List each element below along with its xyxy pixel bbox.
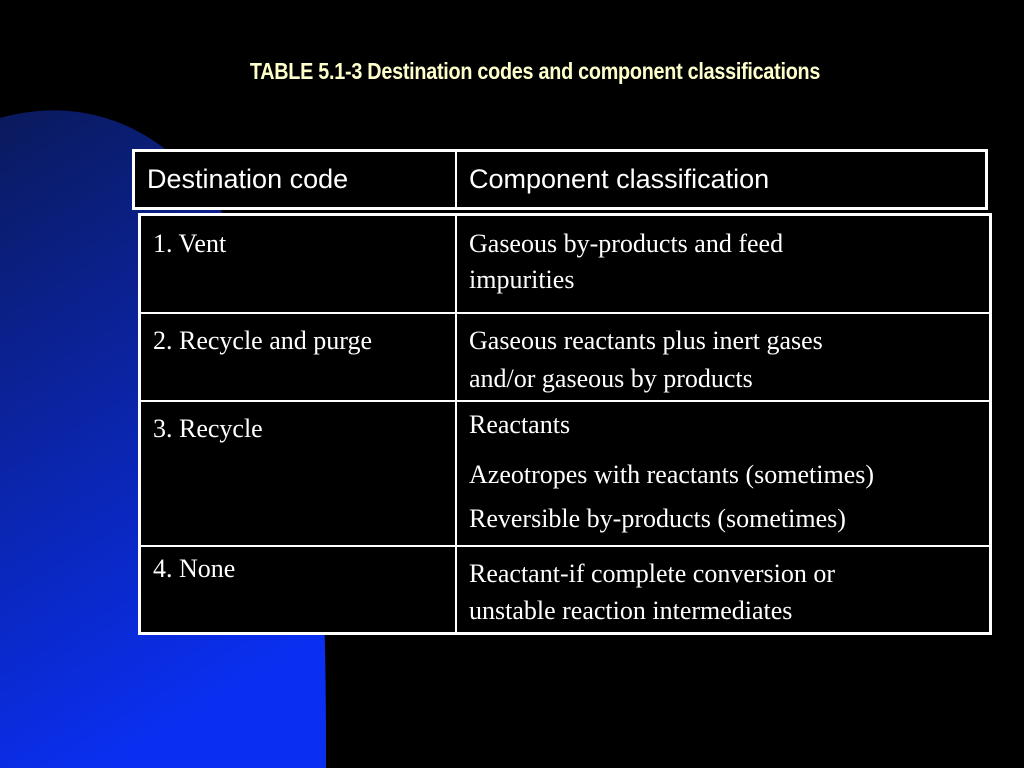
classification-line: Reactant-if complete conversion or	[469, 559, 836, 588]
classification-line: Azeotropes with reactants (sometimes)	[469, 460, 875, 489]
table-header	[132, 149, 988, 210]
table-body	[138, 213, 992, 635]
table-row	[141, 402, 989, 547]
header-component-classification: Component classification	[469, 164, 770, 194]
classification-line: Gaseous reactants plus inert gases	[469, 326, 823, 355]
classification-line: Gaseous by-products and feed	[469, 229, 784, 258]
classification-line: and/or gaseous by products	[469, 364, 753, 393]
classification-line: Reversible by-products (sometimes)	[469, 504, 846, 533]
destination-code: 4. None	[153, 554, 236, 583]
destination-code: 1. Vent	[153, 229, 227, 258]
classification-line: Reactants	[469, 410, 571, 439]
destination-code: 3. Recycle	[153, 414, 263, 443]
table-row	[141, 547, 989, 632]
destination-code: 2. Recycle and purge	[153, 326, 372, 355]
classification-line: impurities	[469, 265, 575, 294]
table-row	[141, 216, 989, 314]
slide-title: TABLE 5.1-3 Destination codes and component classifications	[249, 58, 821, 84]
table-row	[141, 314, 989, 402]
classification-line: unstable reaction intermediates	[469, 596, 793, 625]
header-destination-code: Destination code	[135, 152, 457, 207]
